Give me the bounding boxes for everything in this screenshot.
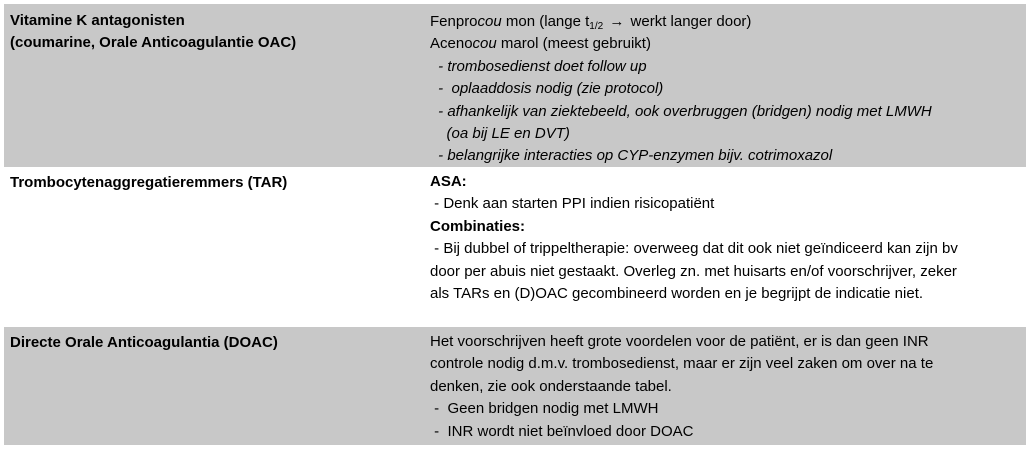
acenocoumarol-line [430, 33, 1026, 55]
subheading-asa: ASA: [430, 173, 467, 190]
row-header-vka [4, 4, 430, 167]
body-line: denken, zie ook onderstaande tabel. [430, 377, 672, 395]
row-header-line: Vitamine K antagonisten [10, 12, 185, 29]
bullet-line: (oa bij LE en DVT) [434, 125, 570, 143]
row-header-tar [4, 167, 430, 327]
arrow-right-icon: → [609, 13, 625, 30]
bullet-line: - oplaaddosis nodig (zie protocol) [434, 80, 664, 98]
body-line: - INR wordt niet beïnvloed door DOAC [430, 422, 694, 440]
body-line: als TARs en (D)OAC gecombineerd worden en je begrijpt de indicatie niet. [430, 285, 924, 303]
bullet-line: - belangrijke interacties op CYP-enzymen bijv. cotrimoxazol [434, 147, 833, 165]
text-segment: Fenpro [430, 13, 478, 30]
table-row-tar [4, 167, 1026, 327]
body-line: - Bij dubbel of trippeltherapie: overweeg dat dit ook niet geïndiceerd kan zijn bv [430, 240, 958, 258]
bullet-line: - trombosedienst doet follow up [434, 57, 647, 75]
text-segment: marol (meest gebruikt) [500, 35, 651, 53]
body-line: door per abuis niet gestaakt. Overleg zn. met huisarts en/of voorschrijver, zeker [430, 262, 957, 280]
row-header-line: Trombocytenaggregatieremmers (TAR) [10, 174, 288, 191]
text-segment: Aceno [430, 35, 473, 53]
row-content-vka [430, 4, 1026, 167]
text-segment: mon (lange t [505, 13, 590, 30]
body-line: controle nodig d.m.v. trombosedienst, maar er zijn veel zaken om over na te [430, 355, 934, 373]
subscript: 1/2 [589, 21, 604, 32]
row-content-doac [430, 327, 1026, 445]
row-content-tar [430, 167, 1026, 327]
row-header-line: (coumarine, Orale Anticoagulantie OAC) [10, 34, 297, 51]
fenprocoumon-line [430, 11, 1026, 33]
text-segment: werkt langer door) [630, 13, 752, 30]
text-segment: cou [477, 13, 502, 30]
bullet-line: - afhankelijk van ziektebeeld, ook overbruggen (bridgen) nodig met LMWH [434, 102, 932, 120]
body-line: Het voorschrijven heeft grote voordelen voor de patiënt, er is dan geen INR [430, 333, 929, 350]
row-header-line: Directe Orale Anticoagulantia (DOAC) [10, 334, 278, 351]
body-line: - Geen bridgen nodig met LMWH [430, 400, 659, 418]
info-table [4, 4, 1026, 445]
row-header-doac [4, 327, 430, 445]
table-row-doac [4, 327, 1026, 445]
table-row-vka [4, 4, 1026, 167]
subheading-combinaties: Combinaties: [430, 217, 526, 235]
body-line: - Denk aan starten PPI indien risicopatiënt [430, 195, 715, 213]
text-segment: cou [472, 35, 497, 53]
